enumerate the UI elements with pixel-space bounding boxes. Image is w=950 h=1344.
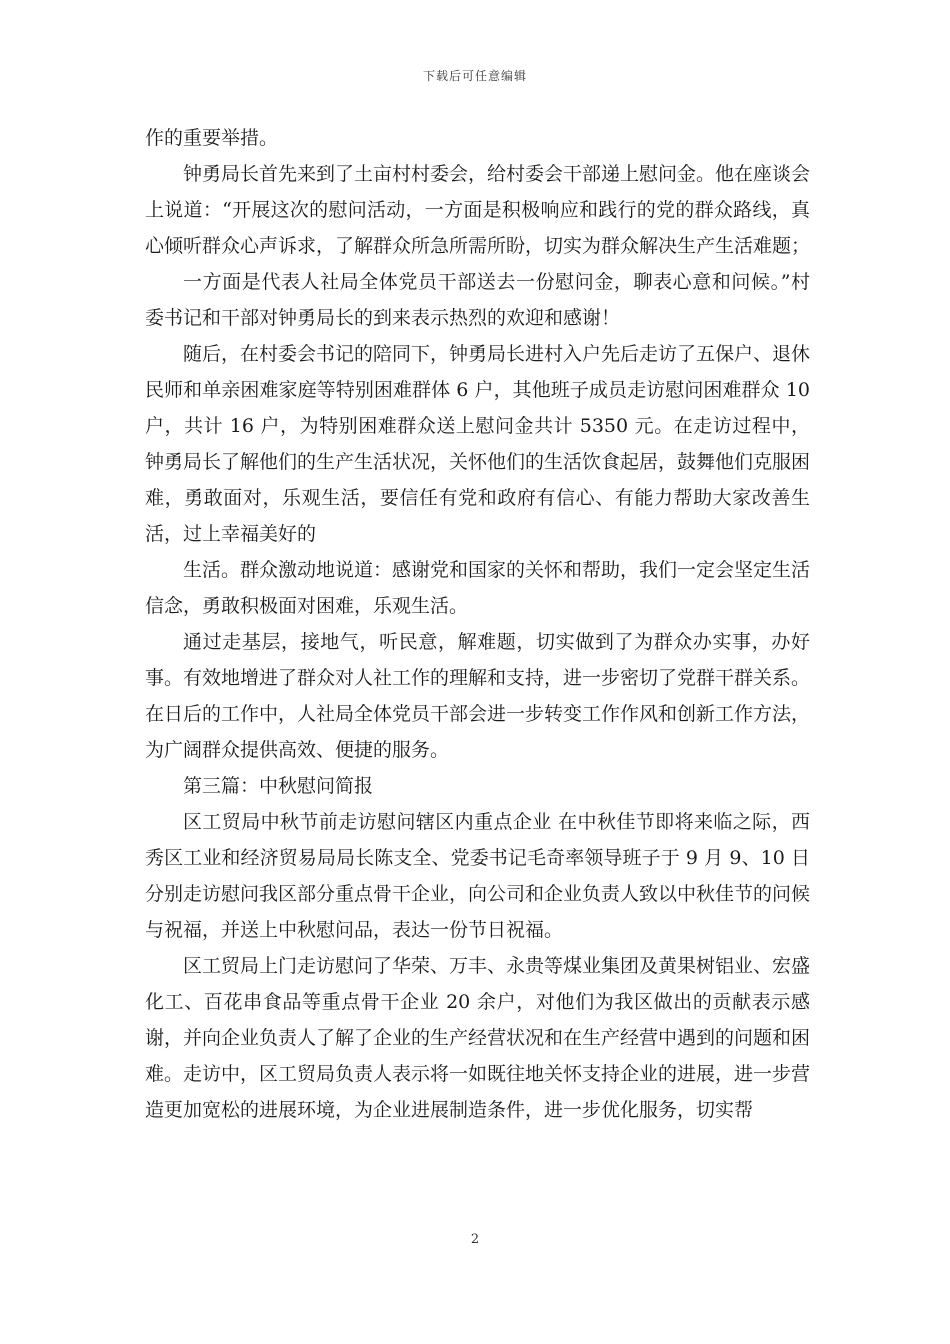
document-body: [145, 120, 810, 1128]
page-header: 下载后可任意编辑: [422, 69, 527, 83]
paragraph: 区工贸局上门走访慰问了华荣、万丰、永贵等煤业集团及黄果树铝业、宏盛化工、百花串食品等重点骨干企业 20 余户，对他们为我区做出的贡献表示感谢，并向企业负责人了解了企业的生产经营状况和在生产经营中遇到的问题和困难。走访中，区工贸局负责人表示将一如既往地关怀支持企业的进展，进一步营造更加宽松的进展环境，为企业进展制造条件，进一步优化服务，切实帮: [145, 955, 811, 1121]
paragraph: 通过走基层，接地气，听民意，解难题，切实做到了为群众办实事，办好事。有效地增进了群众对人社工作的理解和支持，进一步密切了党群干群关系。在日后的工作中，人社局全体党员干部会进一步转变工作作风和创新工作方法，为广阔群众提供高效、便捷的服务。: [145, 631, 811, 761]
paragraph: 作的重要举措。: [145, 127, 279, 149]
paragraph: 生活。群众激动地说道：感谢党和国家的关怀和帮助，我们一定会坚定生活信念，勇敢积极面对困难，乐观生活。: [145, 559, 811, 617]
paragraph: 钟勇局长首先来到了土亩村村委会，给村委会干部递上慰问金。他在座谈会上说道：“开展这次的慰问活动，一方面是积极响应和践行的党的群众路线，真心倾听群众心声诉求，了解群众所急所需所盼，切实为群众解决生产生活难题；: [145, 163, 811, 257]
page-number: 2: [470, 1232, 480, 1247]
section-heading: 第三篇：中秋慰问简报: [183, 775, 374, 797]
paragraph: 区工贸局中秋节前走访慰问辖区内重点企业 在中秋佳节即将来临之际，西秀区工业和经济贸易局局长陈支全、党委书记毛奇率领导班子于 9 月 9、10 日分别走访慰问我区部分重点骨干企业，向公司和企业负责人致以中秋佳节的问候与祝福，并送上中秋慰问品，表达一份节日祝福。: [145, 811, 811, 941]
paragraph: 随后，在村委会书记的陪同下，钟勇局长进村入户先后走访了五保户、退休民师和单亲困难家庭等特别困难群体 6 户，其他班子成员走访慰问困难群众 10 户，共计 16 户，为特别困难群众送上慰问金共计 5350 元。在走访过程中，钟勇局长了解他们的生产生活状况，关怀他们的生活饮食起居，鼓舞他们克服困难，勇敢面对，乐观生活，要信任有党和政府有信心、有能力帮助大家改善生活，过上幸福美好的: [145, 343, 811, 545]
paragraph: 一方面是代表人社局全体党员干部送去一份慰问金，聊表心意和问候。”村委书记和干部对钟勇局长的到来表示热烈的欢迎和感谢！: [145, 271, 810, 329]
